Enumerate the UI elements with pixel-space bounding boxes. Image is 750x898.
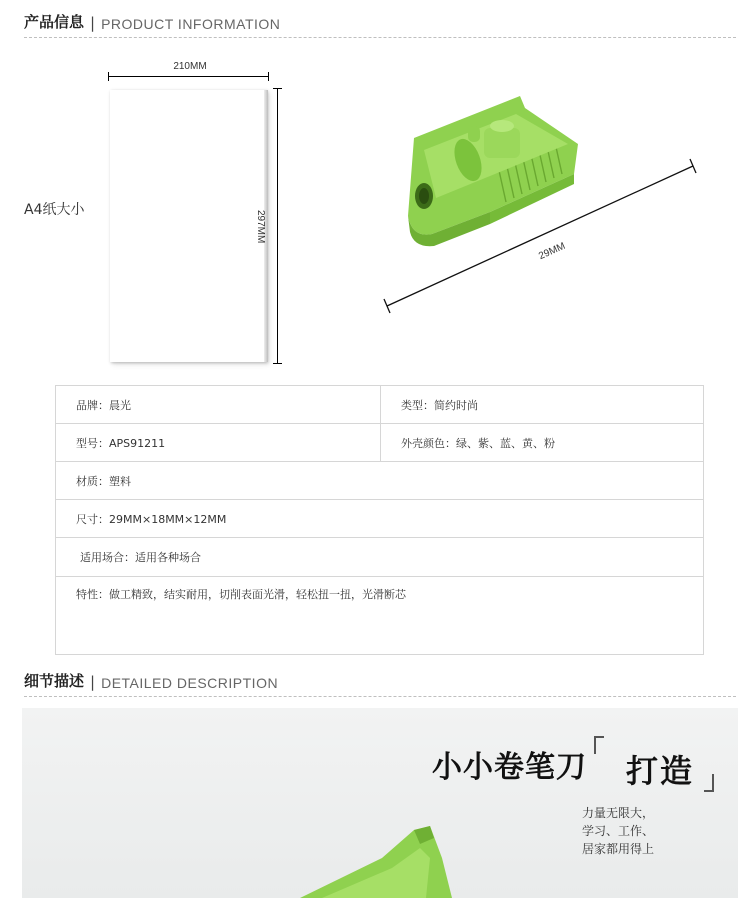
detail-banner <box>22 708 738 898</box>
spec-row <box>56 538 703 577</box>
banner-subtext-line: 学习、工作、 <box>582 824 655 838</box>
section-title-separator: | <box>90 14 96 32</box>
banner-emphasis: 打造 <box>626 752 695 790</box>
spec-row <box>56 500 703 538</box>
spec-row <box>56 386 703 424</box>
spec-brand: 品牌：晨光 <box>76 398 131 412</box>
height-dimension-label: 297MM <box>255 210 266 244</box>
section-title-zh: 产品信息 <box>24 13 85 31</box>
section-title-product <box>24 12 736 38</box>
section-title-separator: | <box>90 673 96 691</box>
a4-paper-sheet <box>110 90 267 362</box>
banner-subtext <box>582 804 654 858</box>
spec-row <box>56 424 703 462</box>
section-title-zh: 细节描述 <box>24 672 85 690</box>
a4-paper-label: A4纸大小 <box>24 202 85 218</box>
banner-subtext-line: 力量无限大， <box>582 806 655 820</box>
spec-table <box>55 385 704 655</box>
spec-size: 尺寸：29MM×18MM×12MM <box>76 512 227 526</box>
spec-feature: 特性：做工精致，结实耐用，切削表面光滑，轻松扭一扭，光滑断芯 <box>76 588 406 601</box>
spec-row <box>56 462 703 500</box>
pencil-sharpener-image <box>380 86 710 326</box>
spec-occasion: 适用场合：适用各种场合 <box>80 551 201 564</box>
spec-row <box>56 577 703 654</box>
width-dimension-label: 210MM <box>173 61 207 72</box>
banner-headline: 小小卷笔刀 <box>432 750 587 785</box>
spec-model: 型号：APS91211 <box>76 436 166 450</box>
spec-type: 类型：简约时尚 <box>380 386 703 423</box>
height-dimension-line <box>277 88 278 364</box>
length-dimension-label: 29MM <box>537 240 568 263</box>
section-title-en: PRODUCT INFORMATION <box>101 16 281 32</box>
width-dimension-line <box>108 76 269 77</box>
section-title-en: DETAILED DESCRIPTION <box>101 675 279 691</box>
spec-color: 外壳颜色：绿、紫、蓝、黄、粉 <box>380 424 703 461</box>
banner-subtext-line: 居家都用得上 <box>582 842 655 856</box>
section-title-detail <box>24 671 736 697</box>
spec-material: 材质：塑料 <box>76 474 131 488</box>
